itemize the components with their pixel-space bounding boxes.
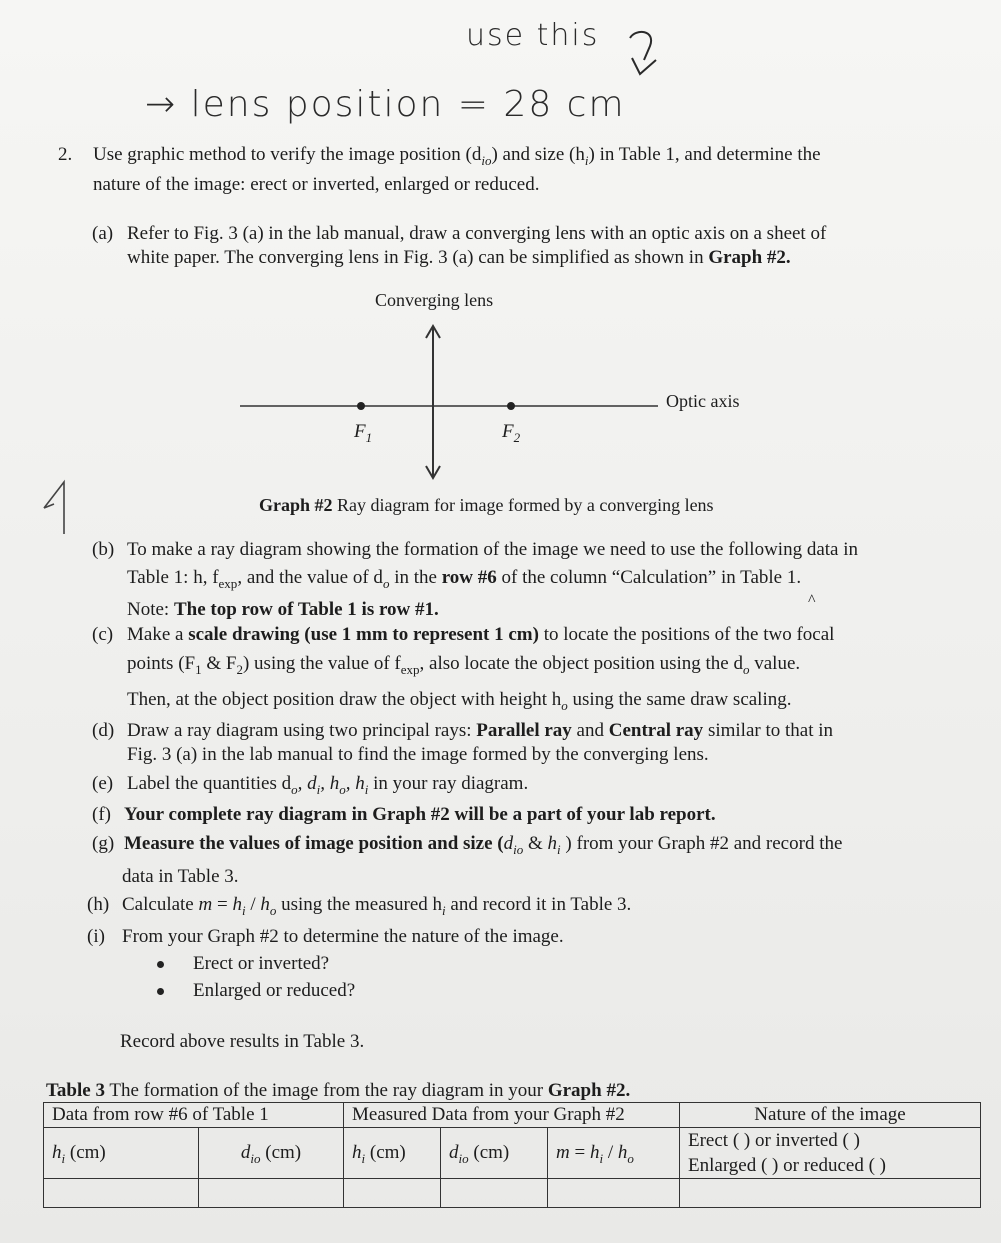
- col-dio: $d_{io}$ (cm): [199, 1128, 344, 1179]
- lens-diagram: [230, 318, 670, 488]
- part-c-line-1: Make a scale drawing (use 1 mm to represent 1 cm) to locate the positions of the two focal: [127, 624, 835, 645]
- part-d-line-2: Fig. 3 (a) in the lab manual to find the image formed by the converging lens.: [127, 744, 709, 765]
- bullet-2: [157, 988, 164, 995]
- part-b-line-1: To make a ray diagram showing the formation of the image we need to use the following data in: [127, 539, 859, 560]
- col-dio-measured: $d_{io}$ (cm): [441, 1128, 548, 1179]
- part-f-label: (f): [92, 804, 111, 825]
- table-3: [43, 1102, 981, 1208]
- cell-empty[interactable]: [344, 1179, 441, 1208]
- cell-empty[interactable]: [680, 1179, 981, 1208]
- table-subheader-row: [44, 1128, 981, 1179]
- bullet-enlarged-reduced: Enlarged or reduced?: [193, 980, 356, 1001]
- table-empty-row: [44, 1179, 981, 1208]
- header-data-row-6: Data from row #6 of Table 1: [44, 1103, 344, 1128]
- header-measured-data: Measured Data from your Graph #2: [344, 1103, 680, 1128]
- col-hi: $h_i$ (cm): [44, 1128, 199, 1179]
- col-magnification: $m = h_i / h_o$: [548, 1128, 680, 1179]
- cell-empty[interactable]: [441, 1179, 548, 1208]
- handwritten-use-this: use this: [466, 18, 600, 53]
- part-h-line: Calculate $m = h_i / h_o$ using the measured $h_i$ and record it in Table 3.: [122, 894, 632, 918]
- part-e-line: Label the quantities $d_o$, $d_i$, $h_o$, $h_i$ in your ray diagram.: [127, 773, 529, 797]
- part-i-line: From your Graph #2 to determine the nature of the image.: [122, 926, 564, 947]
- part-a-line-2: white paper. The converging lens in Fig. 3 (a) can be simplified as shown in Graph #2.: [127, 247, 791, 268]
- converging-lens-label: Converging lens: [375, 290, 494, 310]
- part-d-line-1: Draw a ray diagram using two principal rays: Parallel ray and Central ray similar to that in: [127, 720, 834, 741]
- col-nature-options: Erect ( ) or inverted ( ) Enlarged ( ) or reduced ( ): [680, 1128, 981, 1179]
- part-e-label: (e): [92, 773, 114, 794]
- part-g-line-2: data in Table 3.: [122, 866, 239, 887]
- bullet-erect-inverted: Erect or inverted?: [193, 953, 330, 974]
- question-line-1: Use graphic method to verify the image position $(d_{io})$ and size $(h_i)$ in Table 1, and determine the: [93, 144, 821, 168]
- table-header-row: [44, 1103, 981, 1128]
- f2-label: $F_2$: [502, 421, 521, 445]
- question-line-2: nature of the image: erect or inverted, enlarged or reduced.: [93, 174, 540, 195]
- bullet-1: [157, 961, 164, 968]
- part-g-label: (g): [92, 833, 115, 854]
- part-c-line-3: Then, at the object position draw the object with height $h_o$ using the same draw scaling.: [127, 689, 792, 713]
- part-b-line-2: Table 1: h, $f_{exp}$, and the value of $d_o$ in the row #6 of the column “Calculation” in Table 1.: [127, 567, 802, 591]
- handwritten-margin-mark-icon: [40, 478, 76, 538]
- part-h-label: (h): [87, 894, 110, 915]
- focal-point-f2: [507, 402, 515, 410]
- optic-axis-label: Optic axis: [666, 391, 740, 411]
- part-b-label: (b): [92, 539, 115, 560]
- header-nature: Nature of the image: [680, 1103, 981, 1128]
- part-g-line-1: Measure the values of image position and size ($d_{io}$ & $h_i$ ) from your Graph #2 and record the: [124, 833, 843, 857]
- part-f-line: Your complete ray diagram in Graph #2 will be a part of your lab report.: [124, 804, 716, 825]
- part-d-label: (d): [92, 720, 115, 741]
- focal-point-f1: [357, 402, 365, 410]
- part-a-line-1: Refer to Fig. 3 (a) in the lab manual, draw a converging lens with an optic axis on a sheet of: [127, 223, 827, 244]
- part-i-label: (i): [87, 926, 105, 947]
- col-hi-measured: $h_i$ (cm): [344, 1128, 441, 1179]
- caret-mark-icon: ^: [808, 592, 816, 609]
- cell-empty[interactable]: [548, 1179, 680, 1208]
- part-b-note: Note: The top row of Table 1 is row #1.: [127, 599, 439, 620]
- part-c-label: (c): [92, 624, 114, 645]
- record-instruction: Record above results in Table 3.: [120, 1031, 365, 1052]
- cell-empty[interactable]: [44, 1179, 199, 1208]
- f1-label: $F_1$: [354, 421, 373, 445]
- handwritten-arrow-icon: [622, 28, 662, 76]
- table-3-title: Table 3 The formation of the image from the ray diagram in your Graph #2.: [46, 1080, 631, 1101]
- part-a-label: (a): [92, 223, 114, 244]
- cell-empty[interactable]: [199, 1179, 344, 1208]
- graph-caption: Graph #2 Ray diagram for image formed by a converging lens: [259, 495, 714, 515]
- handwritten-lens-position: → lens position = 28 cm: [145, 84, 626, 125]
- question-number: 2.: [58, 144, 73, 165]
- part-c-line-2: points ($F_1$ & $F_2$) using the value of $f_{exp}$, also locate the object position using the $d_o$ value.: [127, 653, 801, 677]
